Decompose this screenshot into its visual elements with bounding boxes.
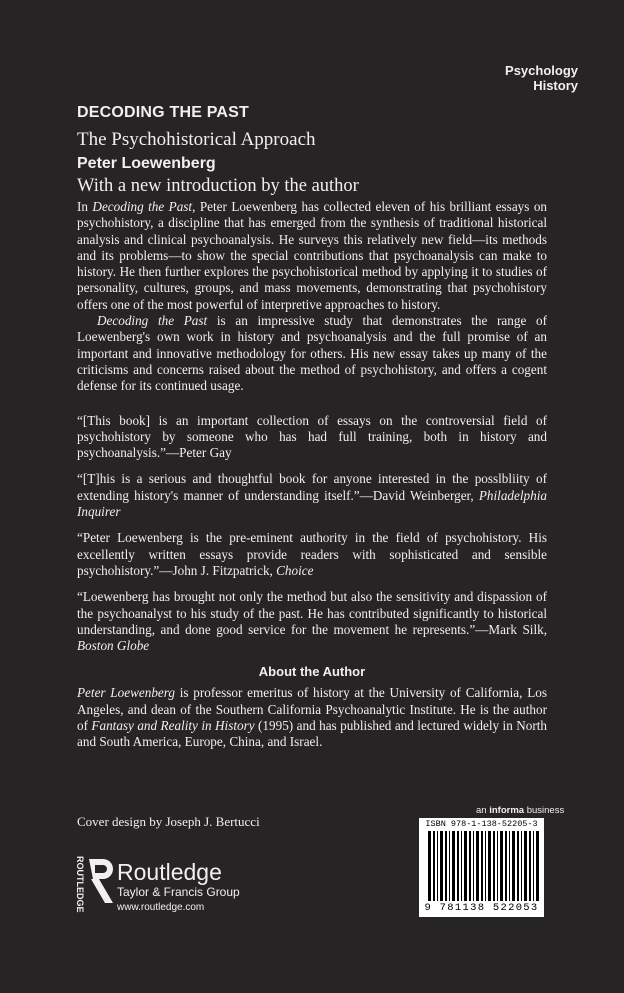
barcode-bar [509, 831, 510, 901]
barcode-bar [440, 831, 443, 901]
barcode-bar [524, 831, 527, 901]
barcode-bar [445, 831, 447, 901]
barcode-bar [457, 831, 459, 901]
description-paragraph-2: Decoding the Past is an impressive study that demonstrates the range of Loewenberg's own work in history and psychoanalysis and the full promise of an important and innovative methodology for others. His new essay takes up many of the criticisms and concerns raised about the method of psychohistory, and offers a cogent defense for its continued usage. [77, 313, 547, 394]
barcode-bar [433, 831, 435, 901]
informa-prefix: an [476, 805, 490, 816]
barcode-bar [533, 831, 534, 901]
barcode-bar [473, 831, 474, 901]
informa-business-tag [476, 805, 564, 816]
informa-suffix: business [524, 805, 565, 816]
subject-category [505, 63, 578, 93]
barcode-bar [488, 831, 491, 901]
barcode-bar [536, 831, 539, 901]
routledge-logo [73, 853, 273, 913]
review-quote: “[This book] is an important collection of essays on the controversial field of psychohistory by someone who has had full training, both in history and psychoanalysis.”—Peter Gay [77, 412, 547, 461]
barcode-bar [481, 831, 483, 901]
barcode-bar [437, 831, 438, 901]
barcode-bar [464, 831, 467, 901]
back-cover-content [77, 103, 547, 751]
review-quote: “Peter Loewenberg is the pre-eminent authority in the field of psychohistory. His excellently written essays provide readers with sophisticated and sensible psychohistory.”—John J. Fitzpatrick, Choice [77, 530, 547, 578]
review-quotes [77, 413, 547, 655]
barcode-number: 9 781138 522053 [424, 902, 539, 914]
cover-design-credit: Cover design by Joseph J. Bertucci [77, 814, 260, 829]
routledge-logo-mark [73, 853, 273, 913]
book-title: DECODING THE PAST [77, 104, 250, 121]
barcode-bar [485, 831, 486, 901]
description-paragraph-1: In Decoding the Past, Peter Loewenberg has collected eleven of his brilliant essays on psychohistory, a discipline that has emerged from the synthesis of traditional historical analysis and clinical psychoanalysis. He surveys this relatively new field—its methods and its problems—to show the special contributions that psychoanalysis can make to history. He then further explores the psychohistorical method by applying it to studies of personality, cultures, groups, and mass movements, demonstrating that psychohistory offers one of the most powerful of interpretive approaches to history. [77, 199, 548, 312]
new-introduction-note: With a new introduction by the author [77, 176, 359, 196]
publisher-group: Taylor & Francis Group [117, 885, 240, 899]
publisher-url: www.routledge.com [117, 902, 205, 913]
isbn-barcode [419, 818, 544, 917]
review-quote: “Loewenberg has brought not only the method but also the sensitivity and dispassion of the psychoanalyst to his study of the past. He has contributed significantly to historical understanding, and done good service for the movement he represents.”—Mark Silk, Boston Globe [77, 589, 547, 654]
subject-psychology: Psychology [505, 63, 578, 78]
barcode-bar [452, 831, 455, 901]
publisher-name: Routledge [117, 859, 222, 885]
barcode-bar [497, 831, 498, 901]
publisher-side-text: ROUTLEDGE [75, 856, 85, 913]
barcode-bar [517, 831, 519, 901]
barcode-bar [500, 831, 503, 901]
isbn-text: ISBN 978-1-138-52205-3 [425, 819, 538, 829]
book-author: Peter Loewenberg [77, 155, 216, 172]
informa-brand: informa [489, 805, 525, 816]
barcode-bar [469, 831, 471, 901]
barcode-bar [505, 831, 507, 901]
subject-history: History [533, 78, 578, 93]
barcode-bar [521, 831, 522, 901]
barcode-bar [512, 831, 515, 901]
routledge-r-icon [89, 859, 113, 903]
barcode-bar [461, 831, 462, 901]
barcode-bar [428, 831, 431, 901]
barcode-bar [476, 831, 479, 901]
review-quote: “[T]his is a serious and thoughtful book for anyone interested in the posslbliity of extending history's manner of understanding itself.”—David Weinberger, Philadelphia Inquirer [77, 471, 547, 520]
barcode-bar [529, 831, 531, 901]
book-subtitle: The Psychohistorical Approach [77, 129, 316, 150]
about-author-heading: About the Author [258, 664, 366, 680]
barcode-bar [449, 831, 450, 901]
about-author-text: Peter Loewenberg is professor emeritus of history at the University of California, Los Angeles, and dean of the Southern California Psychoanalytic Institute. He is the author of Fantasy and Reality in History (1995) and has published and lectured widely in North and South America, Europe, China, and Israel. [77, 685, 547, 750]
barcode-bar [493, 831, 495, 901]
